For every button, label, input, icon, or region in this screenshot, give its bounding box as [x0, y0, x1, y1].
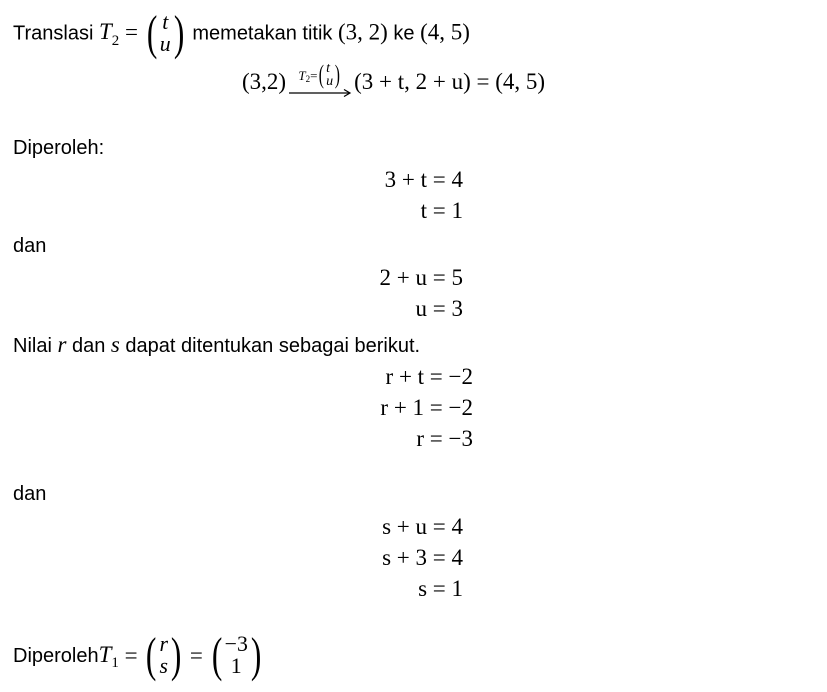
eq-line: 3 + t = 4	[384, 167, 463, 192]
mapping-arrow	[288, 62, 352, 97]
nilai-statement: Nilai r dan s dapat ditentukan sebagai berikut.	[13, 332, 421, 357]
text-translasi: Translasi	[13, 22, 99, 45]
eq-line: r = −3	[416, 426, 473, 451]
eq-block-t	[385, 167, 463, 229]
text-diperoleh: Diperoleh	[13, 645, 99, 668]
equals-sign: =	[119, 19, 144, 45]
arrow-label: T 2 = ( t u )	[298, 60, 341, 90]
equals-sign: =	[184, 643, 209, 669]
dan-label: dan	[13, 483, 47, 505]
T2-symbol: $T_2$	[98, 19, 120, 49]
translation-vector: ( t u )	[146, 7, 184, 60]
dan-label: dan	[13, 235, 47, 257]
eq-line: r + t = −2	[385, 364, 473, 389]
text-memetakan: memetakan titik	[186, 22, 338, 45]
point-origin: (3, 2)	[337, 19, 388, 45]
T1-symbol: $T_1$	[98, 641, 119, 671]
right-arrow-icon	[288, 89, 352, 97]
text-ke: ke	[387, 22, 421, 45]
eq-block-s	[382, 514, 463, 607]
eq-line: t = 1	[420, 198, 463, 223]
eq-block-r	[380, 364, 473, 457]
eq-line: u = 3	[415, 296, 463, 321]
eq-line: s = 1	[418, 576, 463, 601]
equals-sign: =	[118, 643, 144, 669]
vector-rs: ( r s )	[146, 629, 182, 682]
vector-result: ( −3 1 )	[211, 629, 262, 682]
translation-statement	[13, 7, 470, 60]
eq-line: s + u = 4	[382, 514, 463, 539]
final-statement	[13, 629, 264, 682]
eq-line: s + 3 = 4	[382, 545, 463, 570]
diperoleh-label: Diperoleh:	[13, 137, 105, 159]
mapping-right: (3 + t, 2 + u) = (4, 5)	[354, 68, 546, 94]
mapping-left: (3,2)	[242, 68, 287, 94]
eq-line: r + 1 = −2	[380, 395, 473, 420]
eq-line: 2 + u = 5	[379, 265, 463, 290]
mapping-expression	[242, 62, 545, 97]
eq-block-u	[380, 265, 463, 327]
point-image: (4, 5)	[420, 19, 470, 45]
